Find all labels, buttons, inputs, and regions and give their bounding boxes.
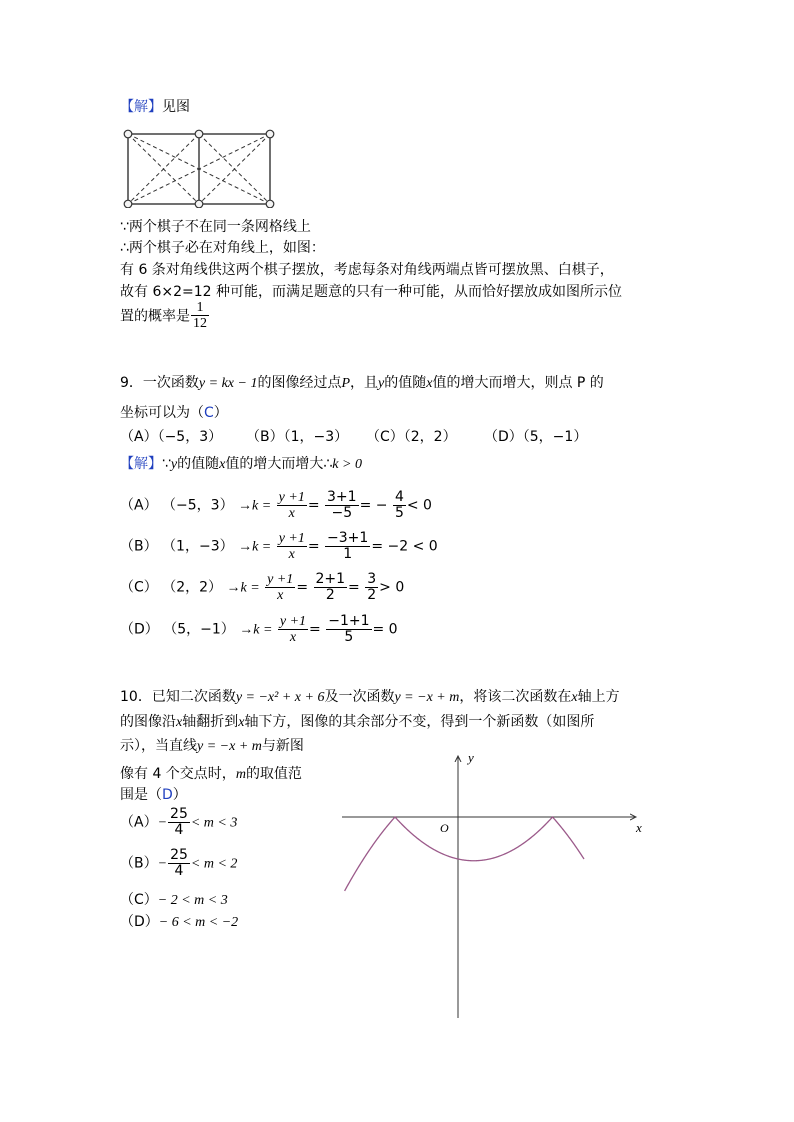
function-graph [330, 750, 660, 1022]
fraction: $\frac{25}{4}$ [170, 847, 188, 879]
q9-option-b: （B）（1，−3） [246, 429, 349, 445]
q8-line5 [120, 300, 210, 331]
q10-stem-line3: 示），当直线y = −x + m与新图 [120, 738, 304, 754]
fraction: $\frac{y +1}{x}$ [278, 531, 305, 562]
q9-work-a: （A） （−5，3） →k = $\frac{y +1}{x}$ = $\frac{3+1}{-5}$ = − $\frac{4}{5}$ < 0 [120, 489, 432, 521]
fraction: $\frac{y +1}{x}$ [278, 490, 305, 521]
q9-option-c: （C）（2，2） [366, 429, 457, 445]
q9-solution-line: 【解】∵y的值随x值的增大而增大∴k > 0 [120, 456, 362, 472]
q10-option-b: （B）− $\frac{25}{4}$ < m < 2 [120, 847, 238, 879]
fraction: $\frac{-3+1}{1}$ [327, 530, 369, 562]
probability-fraction: $\frac{1}{12}$ [193, 300, 207, 331]
q9-answer: C [204, 405, 214, 421]
x-axis-label: x [636, 820, 642, 835]
q10-stem-line4: 像有 4 个交点时，m的取值范 [120, 766, 302, 782]
fraction: $\frac{25}{4}$ [170, 806, 188, 838]
fraction: $\frac{y +1}{x}$ [267, 572, 294, 603]
fraction: $\frac{3+1}{-5}$ [327, 489, 357, 521]
y-axis-label: y [468, 750, 474, 765]
origin-label: O [440, 821, 449, 835]
probability-prefix: 置的概率是 [120, 308, 190, 325]
q10-option-c: （C）− 2 < m < 3 [120, 892, 228, 908]
q8-line1: ∵两个棋子不在同一条网格线上 [120, 219, 311, 235]
q9-option-d: （D）（5，−1） [484, 429, 588, 445]
q8-solution-heading [120, 96, 190, 116]
q10-stem-line2: 的图像沿x轴翻折到x轴下方，图像的其余部分不变，得到一个新函数（如图所 [120, 714, 595, 730]
fraction: $\frac{-1+1}{5}$ [328, 613, 370, 645]
q9-stem-line2: 坐标可以为（C） [120, 405, 228, 421]
q10-option-a: （A）− $\frac{25}{4}$ < m < 3 [120, 806, 238, 838]
q9-work-c: （C） （2，2） →k = $\frac{y +1}{x}$ = $\frac{2+1}{2}$ = $\frac{3}{2}$ > 0 [120, 571, 405, 603]
q10-stem-line5: 围是（D） [120, 787, 187, 803]
fraction: $\frac{3}{2}$ [367, 571, 377, 603]
q10-answer: D [162, 787, 173, 803]
q9-work-d: （D） （5，−1） →k = $\frac{y +1}{x}$ = $\frac{-1+1}{5}$ = 0 [120, 613, 398, 645]
q8-line3: 有 6 条对角线供这两个棋子摆放，考虑每条对角线两端点皆可摆放黑、白棋子， [120, 262, 614, 278]
fraction: $\frac{y +1}{x}$ [279, 614, 307, 645]
q9-work-b: （B） （1，−3） →k = $\frac{y +1}{x}$ = $\frac{-3+1}{1}$ = −2 < 0 [120, 530, 438, 562]
q10-stem-line1: 10．已知二次函数y = −x² + x + 6及一次函数y = −x + m，将该二次函数在x轴上方 [120, 689, 620, 705]
q8-line4: 故有 6×2=12 种可能，而满足题意的只有一种可能，从而恰好摆放成如图所示位 [120, 284, 622, 300]
q9-option-a: （A）（−5，3） [120, 429, 223, 445]
q9-stem-line1: 9．一次函数y = kx − 1的图像经过点P，且y的值随x值的增大而增大，则点 P 的 [120, 375, 604, 391]
new-function-curve [345, 817, 584, 891]
grid-figure [120, 126, 276, 208]
fraction: $\frac{2+1}{2}$ [315, 571, 346, 603]
fraction: $\frac{4}{5}$ [394, 489, 404, 521]
solution-text: 见图 [162, 99, 190, 115]
solution-label: 【解】 [120, 99, 162, 115]
q8-line2: ∴两个棋子必在对角线上，如图： [120, 240, 325, 256]
q10-option-d: （D）− 6 < m < −2 [120, 914, 239, 930]
